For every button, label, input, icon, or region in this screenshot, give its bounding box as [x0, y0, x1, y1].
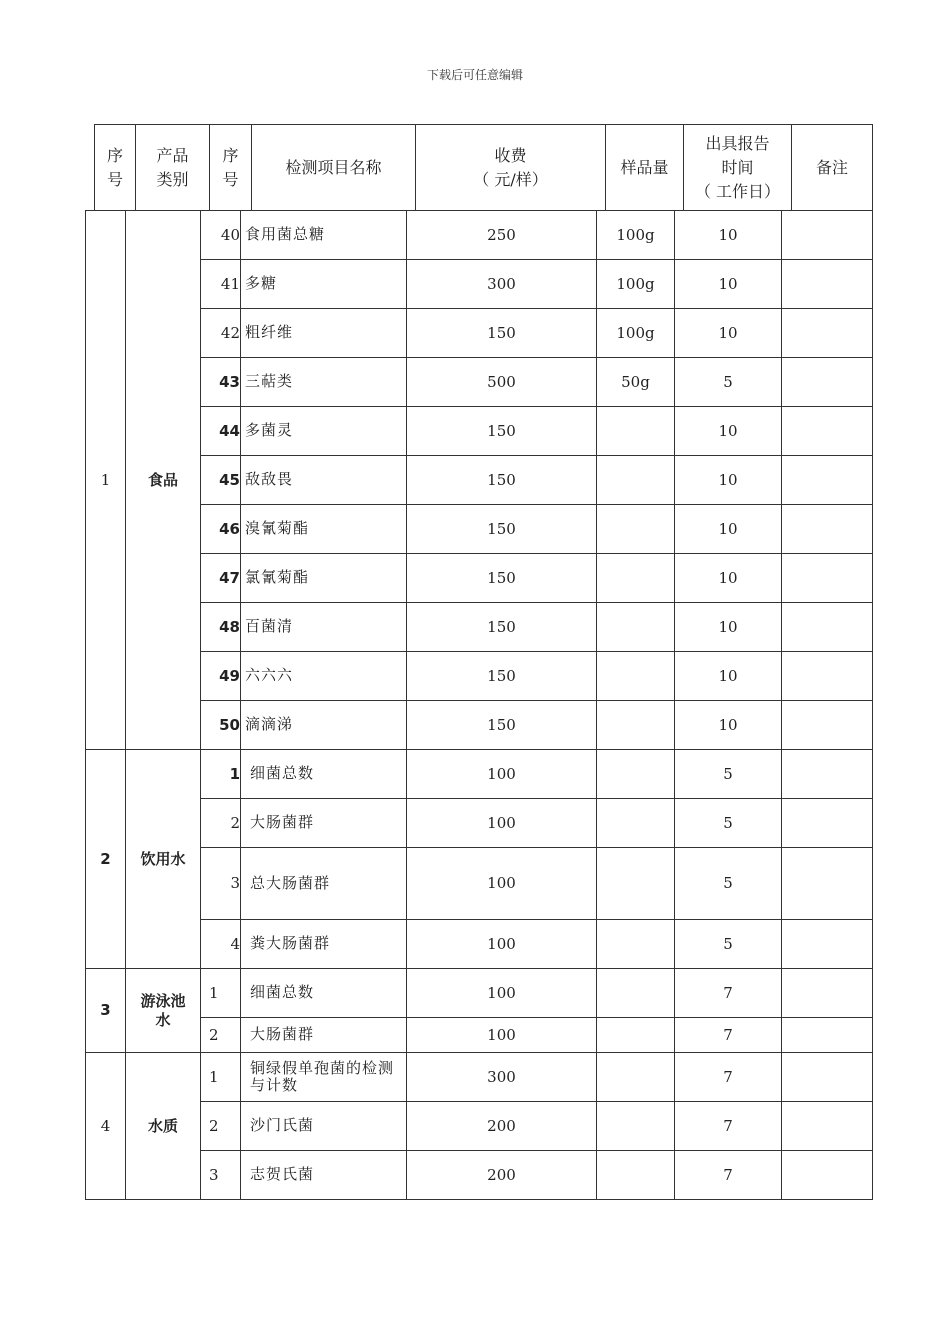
header-item-seq: 序 号	[210, 125, 252, 211]
item-number-cell: 40	[201, 211, 241, 260]
item-remark-cell	[782, 1151, 873, 1200]
fee-table	[85, 210, 873, 1200]
item-number-cell: 41	[201, 260, 241, 309]
item-sample-cell	[597, 750, 675, 799]
table-row	[86, 358, 873, 407]
item-sample-cell	[597, 407, 675, 456]
table-row	[86, 211, 873, 260]
item-fee-cell: 300	[407, 260, 597, 309]
item-fee-cell: 100	[407, 969, 597, 1018]
item-number-cell: 2	[201, 799, 241, 848]
item-sample-cell	[597, 1151, 675, 1200]
item-number-cell: 2	[201, 1018, 241, 1053]
item-remark-cell	[782, 211, 873, 260]
item-remark-cell	[782, 969, 873, 1018]
item-number-cell: 48	[201, 603, 241, 652]
item-remark-cell	[782, 505, 873, 554]
table-row	[86, 701, 873, 750]
header-report-time: 出具报告 时间 （ 工作日）	[684, 125, 792, 211]
item-name-cell: 多菌灵	[241, 407, 407, 456]
item-name-cell: 滴滴涕	[241, 701, 407, 750]
item-days-cell: 7	[675, 1102, 782, 1151]
item-remark-cell	[782, 799, 873, 848]
item-days-cell: 7	[675, 1018, 782, 1053]
item-number-cell: 3	[201, 848, 241, 920]
item-remark-cell	[782, 603, 873, 652]
table-row	[86, 652, 873, 701]
item-name-cell: 百菌清	[241, 603, 407, 652]
item-name-cell: 氯氰菊酯	[241, 554, 407, 603]
item-name-cell: 沙门氏菌	[241, 1102, 407, 1151]
item-name-cell: 大肠菌群	[241, 799, 407, 848]
item-days-cell: 10	[675, 652, 782, 701]
item-sample-cell	[597, 799, 675, 848]
item-name-cell: 细菌总数	[241, 969, 407, 1018]
item-remark-cell	[782, 456, 873, 505]
group-category-cell: 饮用水	[126, 750, 201, 969]
item-remark-cell	[782, 920, 873, 969]
group-category-cell: 食品	[126, 211, 201, 750]
item-sample-cell	[597, 1053, 675, 1102]
item-days-cell: 5	[675, 799, 782, 848]
item-number-cell: 46	[201, 505, 241, 554]
item-number-cell: 49	[201, 652, 241, 701]
item-days-cell: 10	[675, 456, 782, 505]
table-header	[94, 124, 873, 211]
item-sample-cell	[597, 603, 675, 652]
item-sample-cell	[597, 848, 675, 920]
group-category-cell: 游泳池水	[126, 969, 201, 1053]
table-row	[86, 554, 873, 603]
group-seq-cell: 1	[86, 211, 126, 750]
table-row	[86, 260, 873, 309]
table-row	[86, 603, 873, 652]
item-sample-cell: 50g	[597, 358, 675, 407]
item-name-cell: 大肠菌群	[241, 1018, 407, 1053]
item-remark-cell	[782, 554, 873, 603]
item-days-cell: 5	[675, 848, 782, 920]
group-seq-cell: 3	[86, 969, 126, 1053]
table-row	[86, 505, 873, 554]
item-fee-cell: 500	[407, 358, 597, 407]
header-remark: 备注	[792, 125, 873, 211]
item-sample-cell: 100g	[597, 211, 675, 260]
table-row	[86, 1102, 873, 1151]
item-fee-cell: 150	[407, 407, 597, 456]
item-days-cell: 7	[675, 1151, 782, 1200]
item-fee-cell: 150	[407, 309, 597, 358]
item-number-cell: 3	[201, 1151, 241, 1200]
item-days-cell: 7	[675, 1053, 782, 1102]
item-remark-cell	[782, 309, 873, 358]
item-remark-cell	[782, 358, 873, 407]
item-fee-cell: 150	[407, 456, 597, 505]
item-name-cell: 粪大肠菌群	[241, 920, 407, 969]
item-fee-cell: 150	[407, 701, 597, 750]
header-item-name: 检测项目名称	[252, 125, 416, 211]
item-fee-cell: 100	[407, 1018, 597, 1053]
table-row	[86, 407, 873, 456]
item-number-cell: 2	[201, 1102, 241, 1151]
item-remark-cell	[782, 260, 873, 309]
item-fee-cell: 100	[407, 799, 597, 848]
item-number-cell: 45	[201, 456, 241, 505]
item-days-cell: 10	[675, 701, 782, 750]
item-sample-cell	[597, 920, 675, 969]
item-number-cell: 50	[201, 701, 241, 750]
item-days-cell: 5	[675, 750, 782, 799]
item-name-cell: 粗纤维	[241, 309, 407, 358]
item-fee-cell: 150	[407, 505, 597, 554]
item-fee-cell: 150	[407, 652, 597, 701]
item-fee-cell: 100	[407, 848, 597, 920]
item-sample-cell: 100g	[597, 260, 675, 309]
item-remark-cell	[782, 652, 873, 701]
item-sample-cell	[597, 969, 675, 1018]
item-number-cell: 43	[201, 358, 241, 407]
item-number-cell: 1	[201, 750, 241, 799]
item-days-cell: 10	[675, 505, 782, 554]
table-row	[86, 456, 873, 505]
table-row	[86, 1151, 873, 1200]
item-sample-cell	[597, 1018, 675, 1053]
table-row	[86, 1018, 873, 1053]
item-name-cell: 总大肠菌群	[241, 848, 407, 920]
item-remark-cell	[782, 1102, 873, 1151]
item-sample-cell: 100g	[597, 309, 675, 358]
item-name-cell: 敌敌畏	[241, 456, 407, 505]
table-row	[86, 750, 873, 799]
item-remark-cell	[782, 750, 873, 799]
item-remark-cell	[782, 407, 873, 456]
item-sample-cell	[597, 456, 675, 505]
item-name-cell: 六六六	[241, 652, 407, 701]
table-row	[86, 309, 873, 358]
group-seq-cell: 2	[86, 750, 126, 969]
item-fee-cell: 200	[407, 1102, 597, 1151]
page-watermark: 下载后可任意编辑	[426, 68, 523, 82]
item-sample-cell	[597, 652, 675, 701]
item-sample-cell	[597, 1102, 675, 1151]
item-fee-cell: 100	[407, 750, 597, 799]
item-sample-cell	[597, 554, 675, 603]
table-row	[86, 848, 873, 920]
table-row	[86, 920, 873, 969]
item-remark-cell	[782, 701, 873, 750]
table-row	[86, 969, 873, 1018]
item-name-cell: 多糖	[241, 260, 407, 309]
table-row	[86, 1053, 873, 1102]
header-sample: 样品量	[606, 125, 684, 211]
item-name-cell: 食用菌总糖	[241, 211, 407, 260]
item-remark-cell	[782, 1018, 873, 1053]
item-number-cell: 47	[201, 554, 241, 603]
group-category-cell: 水质	[126, 1053, 201, 1200]
item-fee-cell: 300	[407, 1053, 597, 1102]
item-days-cell: 7	[675, 969, 782, 1018]
item-remark-cell	[782, 848, 873, 920]
item-name-cell: 溴氰菊酯	[241, 505, 407, 554]
item-name-cell: 志贺氏菌	[241, 1151, 407, 1200]
group-seq-cell: 4	[86, 1053, 126, 1200]
item-number-cell: 42	[201, 309, 241, 358]
header-fee: 收费 （ 元/样）	[416, 125, 606, 211]
item-days-cell: 10	[675, 211, 782, 260]
item-days-cell: 5	[675, 358, 782, 407]
item-number-cell: 1	[201, 1053, 241, 1102]
item-fee-cell: 150	[407, 603, 597, 652]
header-category: 产品 类别	[136, 125, 210, 211]
item-fee-cell: 200	[407, 1151, 597, 1200]
item-name-cell: 细菌总数	[241, 750, 407, 799]
header-seq: 序 号	[95, 125, 136, 211]
item-fee-cell: 150	[407, 554, 597, 603]
item-days-cell: 10	[675, 407, 782, 456]
item-fee-cell: 250	[407, 211, 597, 260]
item-days-cell: 10	[675, 309, 782, 358]
item-fee-cell: 100	[407, 920, 597, 969]
table-row	[86, 799, 873, 848]
item-days-cell: 10	[675, 603, 782, 652]
item-sample-cell	[597, 505, 675, 554]
item-number-cell: 44	[201, 407, 241, 456]
item-days-cell: 10	[675, 554, 782, 603]
item-remark-cell	[782, 1053, 873, 1102]
item-number-cell: 1	[201, 969, 241, 1018]
item-sample-cell	[597, 701, 675, 750]
item-days-cell: 5	[675, 920, 782, 969]
item-name-cell: 铜绿假单孢菌的检测与计数	[241, 1053, 407, 1102]
item-name-cell: 三萜类	[241, 358, 407, 407]
item-number-cell: 4	[201, 920, 241, 969]
item-days-cell: 10	[675, 260, 782, 309]
